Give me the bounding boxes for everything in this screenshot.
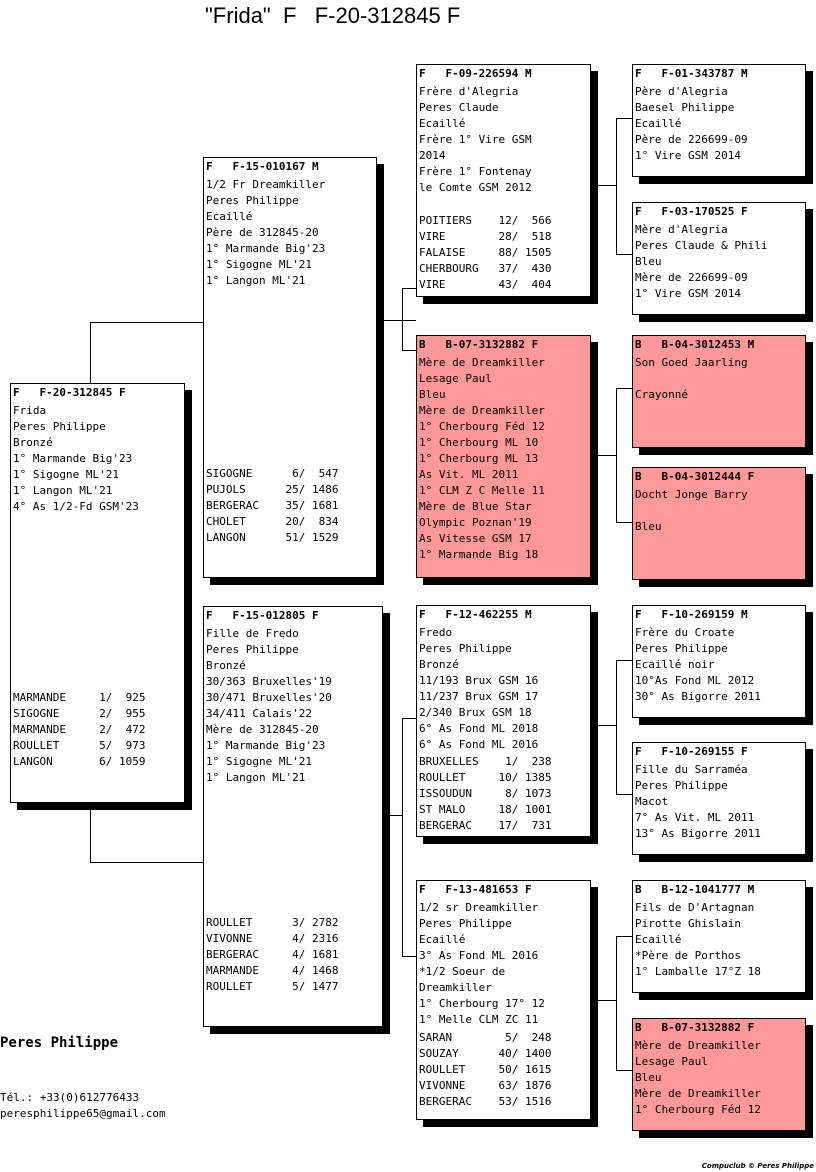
card-result-line: ROULLET 5/ 973: [13, 739, 146, 752]
card-result-line: CHOLET 20/ 834: [206, 515, 339, 528]
pedigree-card-sire-dam[interactable]: [416, 335, 591, 578]
card-result-line: VIRE 43/ 404: [419, 278, 552, 291]
card-detail-line: 1° Melle CLM ZC 11: [419, 1013, 539, 1026]
card-detail-line: Ecaillé: [419, 933, 466, 946]
connector-line: [597, 1000, 617, 1001]
card-details: [635, 84, 803, 164]
card-detail-line: [635, 503, 803, 519]
connector-line: [402, 718, 403, 956]
connector-line: [90, 862, 204, 863]
card-result-line: ROULLET 5/ 1477: [206, 980, 339, 993]
card-detail-line: 1° Marmande Big 18: [419, 548, 539, 561]
card-detail-line: 1° Langon ML'21: [206, 771, 306, 784]
card-result-line: ST MALO 18/ 1001: [419, 803, 552, 816]
pedigree-card-dam-sire[interactable]: [416, 605, 591, 837]
card-ring-header: F F-15-012805 F: [206, 609, 319, 622]
connector-line: [616, 118, 617, 254]
card-detail-line: 10°As Fond ML 2012: [635, 674, 755, 687]
card-ring-header: F F-13-481653 F: [419, 883, 532, 896]
card-result-line: SIGOGNE 2/ 955: [13, 707, 146, 720]
card-detail-line: 30° As Bigorre 2011: [635, 690, 761, 703]
card-detail-line: Mère de Dreamkiller: [419, 404, 545, 417]
card-result-line: ROULLET 50/ 1615: [419, 1063, 552, 1076]
owner-email[interactable]: peresphilippe65@gmail.com: [0, 1107, 166, 1120]
card-detail-line: 1° Sigogne ML'21: [13, 468, 119, 481]
connector-line: [597, 725, 617, 726]
connector-line: [597, 185, 617, 186]
card-detail-line: Dreamkiller: [419, 981, 492, 994]
card-details: [419, 625, 588, 753]
card-detail-line: 2014: [419, 149, 446, 162]
card-details: [419, 355, 588, 563]
card-detail-line: 1° Cherbourg Féd 12: [635, 1103, 761, 1116]
connector-line: [616, 936, 632, 937]
connector-line: [402, 350, 416, 351]
card-detail-line: Mère de Dreamkiller: [635, 1039, 761, 1052]
card-detail-line: Mère de Blue Star: [419, 500, 532, 513]
connector-line: [402, 956, 416, 957]
connector-line: [616, 660, 632, 661]
card-detail-line: 7° As Vit. ML 2011: [635, 811, 755, 824]
pedigree-card-sire-sire-dam[interactable]: [632, 202, 806, 315]
card-result-line: ISSOUDUN 8/ 1073: [419, 787, 552, 800]
card-detail-line: 1° Vire GSM 2014: [635, 149, 741, 162]
card-detail-line: 6° As Fond ML 2016: [419, 738, 539, 751]
connector-line: [616, 794, 632, 795]
card-ring-header: F F-15-010167 M: [206, 160, 319, 173]
card-detail-line: Lesage Paul: [419, 372, 492, 385]
card-result-line: VIVONNE 4/ 2316: [206, 932, 339, 945]
card-result-line: POITIERS 12/ 566: [419, 214, 552, 227]
connector-line: [597, 455, 617, 456]
card-details: [13, 403, 182, 515]
card-detail-line: 2/340 Brux GSM 18: [419, 706, 532, 719]
connector-line: [402, 288, 403, 350]
card-detail-line: As Vit. ML 2011: [419, 468, 519, 481]
card-detail-line: Pirotte Ghislain: [635, 917, 741, 930]
card-results: [419, 213, 588, 293]
pedigree-card-dam[interactable]: [203, 606, 383, 1027]
card-detail-line: Mère de Dreamkiller: [419, 356, 545, 369]
card-detail-line: Bronzé: [206, 659, 246, 672]
card-detail-line: Ecaillé: [635, 117, 682, 130]
card-detail-line: Peres Philippe: [635, 779, 728, 792]
card-detail-line: 1° Cherbourg 17° 12: [419, 997, 545, 1010]
card-detail-line: 1/2 Fr Dreamkiller: [206, 178, 326, 191]
card-result-line: MARMANDE 1/ 925: [13, 691, 146, 704]
software-credit: Compuclub © Peres Philippe: [701, 1162, 814, 1170]
card-detail-line: Bleu: [635, 520, 662, 533]
card-detail-line: 1° Vire GSM 2014: [635, 287, 741, 300]
connector-line: [616, 118, 632, 119]
connector-line: [616, 388, 632, 389]
card-details: [635, 1038, 803, 1118]
card-ring-header: B B-04-3012453 M: [635, 338, 755, 351]
card-detail-line: Mère de Dreamkiller: [635, 1087, 761, 1100]
card-detail-line: 30/471 Bruxelles'20: [206, 691, 332, 704]
card-detail-line: le Comte GSM 2012: [419, 181, 532, 194]
card-detail-line: As Vitesse GSM 17: [419, 532, 532, 545]
owner-name: Peres Philippe: [0, 1035, 119, 1051]
card-detail-line: Peres Philippe: [419, 917, 512, 930]
card-details: [206, 626, 380, 786]
connector-line: [382, 320, 416, 321]
card-ring-header: F F-09-226594 M: [419, 67, 532, 80]
card-detail-line: Bleu: [635, 1071, 662, 1084]
card-detail-line: Frère 1° Fontenay: [419, 165, 532, 178]
card-ring-header: B B-04-3012444 F: [635, 470, 755, 483]
card-ring-header: B B-12-1041777 M: [635, 883, 755, 896]
card-detail-line: 1° Cherbourg Féd 12: [419, 420, 545, 433]
card-detail-line: Bleu: [419, 388, 446, 401]
card-result-line: VIRE 28/ 518: [419, 230, 552, 243]
card-detail-line: Ecaillé: [635, 933, 682, 946]
card-detail-line: 11/237 Brux GSM 17: [419, 690, 539, 703]
pedigree-card-dam-dam-sire[interactable]: [632, 880, 806, 993]
owner-phone: Tél.: +33(0)612776433: [0, 1091, 140, 1104]
card-detail-line: 1° CLM Z C Melle 11: [419, 484, 545, 497]
card-result-line: BERGERAC 4/ 1681: [206, 948, 339, 961]
card-result-line: BERGERAC 17/ 731: [419, 819, 552, 832]
card-ring-header: F F-10-269155 F: [635, 745, 748, 758]
pedigree-card-sire-sire[interactable]: [416, 64, 591, 297]
card-detail-line: 1° Marmande Big'23: [13, 452, 133, 465]
card-results: [206, 915, 380, 995]
card-detail-line: Peres Philippe: [206, 194, 299, 207]
card-result-line: LANGON 51/ 1529: [206, 531, 339, 544]
pedigree-card-dam-sire-sire[interactable]: [632, 605, 806, 718]
card-detail-line: 1/2 sr Dreamkiller: [419, 901, 539, 914]
card-detail-line: Fils de D'Artagnan: [635, 901, 755, 914]
card-details: [206, 177, 374, 289]
card-detail-line: 30/363 Bruxelles'19: [206, 675, 332, 688]
card-results: [13, 690, 182, 770]
pedigree-card-sire-dam-sire[interactable]: [632, 335, 806, 448]
card-result-line: LANGON 6/ 1059: [13, 755, 146, 768]
card-detail-line: Docht Jonge Barry: [635, 488, 748, 501]
card-results: [206, 466, 374, 546]
pedigree-card-dam-dam[interactable]: [416, 880, 591, 1120]
card-detail-line: Bleu: [635, 255, 662, 268]
card-detail-line: Olympic Poznan'19: [419, 516, 532, 529]
connector-line: [402, 288, 416, 289]
card-detail-line: Frère 1° Vire GSM: [419, 133, 532, 146]
card-details: [635, 487, 803, 535]
card-detail-line: Ecaillé: [419, 117, 466, 130]
card-result-line: ROULLET 10/ 1385: [419, 771, 552, 784]
pedigree-card-sire[interactable]: [203, 157, 377, 578]
pedigree-card-sire-dam-dam[interactable]: [632, 467, 806, 580]
card-result-line: SOUZAY 40/ 1400: [419, 1047, 552, 1060]
card-result-line: MARMANDE 2/ 472: [13, 723, 146, 736]
card-detail-line: Ecaillé noir: [635, 658, 715, 671]
card-detail-line: Lesage Paul: [635, 1055, 708, 1068]
card-details: [635, 762, 803, 842]
card-detail-line: Mère de 312845-20: [206, 723, 319, 736]
card-details: [635, 900, 803, 980]
card-result-line: CHERBOURG 37/ 430: [419, 262, 552, 275]
card-ring-header: F F-01-343787 M: [635, 67, 748, 80]
card-detail-line: Baesel Philippe: [635, 101, 735, 114]
card-result-line: SARAN 5/ 248: [419, 1031, 552, 1044]
card-detail-line: 1° Lamballe 17°Z 18: [635, 965, 761, 978]
card-ring-header: F F-12-462255 M: [419, 608, 532, 621]
connector-line: [90, 322, 204, 323]
card-ring-header: B B-07-3132882 F: [419, 338, 539, 351]
card-detail-line: Père d'Alegria: [635, 85, 728, 98]
connector-line: [90, 322, 91, 383]
card-detail-line: 1° Marmande Big'23: [206, 242, 326, 255]
card-detail-line: Fredo: [419, 626, 453, 639]
card-details: [635, 355, 803, 403]
card-ring-header: F F-10-269159 M: [635, 608, 748, 621]
card-ring-header: F F-20-312845 F: [13, 386, 126, 399]
card-detail-line: Ecaillé: [206, 210, 253, 223]
pedigree-card-dam-sire-dam[interactable]: [632, 742, 806, 855]
card-detail-line: Mère d'Alegria: [635, 223, 728, 236]
card-result-line: BERGERAC 53/ 1516: [419, 1095, 552, 1108]
page-title: "Frida" F F-20-312845 F: [205, 3, 461, 28]
card-results: [419, 754, 588, 834]
card-result-line: SIGOGNE 6/ 547: [206, 467, 339, 480]
connector-line: [616, 388, 617, 522]
connector-line: [388, 815, 402, 816]
card-detail-line: Frère d'Alegria: [419, 85, 519, 98]
card-detail-line: 1° Cherbourg ML 10: [419, 436, 539, 449]
card-detail-line: Crayonné: [635, 388, 688, 401]
card-detail-line: 11/193 Brux GSM 16: [419, 674, 539, 687]
card-detail-line: 6° As Fond ML 2018: [419, 722, 539, 735]
pedigree-card-subject[interactable]: [10, 383, 185, 803]
card-ring-header: B B-07-3132882 F: [635, 1021, 755, 1034]
card-detail-line: Fille du Sarraméa: [635, 763, 748, 776]
card-ring-header: F F-03-170525 F: [635, 205, 748, 218]
card-detail-line: 1° Sigogne ML'21: [206, 258, 312, 271]
card-details: [635, 222, 803, 302]
card-result-line: ROULLET 3/ 2782: [206, 916, 339, 929]
card-result-line: BERGERAC 35/ 1681: [206, 499, 339, 512]
card-result-line: PUJOLS 25/ 1486: [206, 483, 339, 496]
card-detail-line: Père de 226699-09: [635, 133, 748, 146]
card-detail-line: Peres Claude & Phili: [635, 239, 768, 252]
card-results: [419, 1030, 588, 1110]
pedigree-card-dam-dam-dam[interactable]: [632, 1018, 806, 1131]
card-result-line: BRUXELLES 1/ 238: [419, 755, 552, 768]
card-details: [635, 625, 803, 705]
card-detail-line: 34/411 Calais'22: [206, 707, 312, 720]
card-detail-line: *Père de Porthos: [635, 949, 741, 962]
connector-line: [616, 254, 632, 255]
card-detail-line: [635, 371, 803, 387]
card-detail-line: 13° As Bigorre 2011: [635, 827, 761, 840]
card-detail-line: Frida: [13, 404, 47, 417]
card-detail-line: 1° Langon ML'21: [206, 274, 306, 287]
card-detail-line: Frère du Croate: [635, 626, 735, 639]
card-detail-line: Fille de Fredo: [206, 627, 299, 640]
card-detail-line: Son Goed Jaarling: [635, 356, 748, 369]
card-details: [419, 84, 588, 196]
card-detail-line: Peres Philippe: [419, 642, 512, 655]
connector-line: [616, 522, 632, 523]
connector-line: [616, 936, 617, 1070]
card-detail-line: Macot: [635, 795, 669, 808]
card-detail-line: 1° Langon ML'21: [13, 484, 113, 497]
card-detail-line: 1° Cherbourg ML 13: [419, 452, 539, 465]
card-detail-line: Père de 312845-20: [206, 226, 319, 239]
card-result-line: FALAISE 88/ 1505: [419, 246, 552, 259]
card-detail-line: Bronzé: [419, 658, 459, 671]
connector-line: [90, 810, 91, 862]
card-detail-line: 3° As Fond ML 2016: [419, 949, 539, 962]
card-detail-line: Peres Claude: [419, 101, 499, 114]
card-detail-line: Peres Philippe: [635, 642, 728, 655]
card-detail-line: Bronzé: [13, 436, 53, 449]
connector-line: [616, 660, 617, 794]
card-result-line: MARMANDE 4/ 1468: [206, 964, 339, 977]
connector-line: [616, 1070, 632, 1071]
card-result-line: VIVONNE 63/ 1876: [419, 1079, 552, 1092]
connector-line: [402, 718, 416, 719]
card-detail-line: Peres Philippe: [13, 420, 106, 433]
card-detail-line: Peres Philippe: [206, 643, 299, 656]
card-detail-line: 1° Marmande Big'23: [206, 739, 326, 752]
card-detail-line: *1/2 Soeur de: [419, 965, 506, 978]
card-detail-line: 4° As 1/2-Fd GSM'23: [13, 500, 139, 513]
card-detail-line: Mère de 226699-09: [635, 271, 748, 284]
card-detail-line: 1° Sigogne ML'21: [206, 755, 312, 768]
pedigree-card-sire-sire-sire[interactable]: [632, 64, 806, 177]
card-details: [419, 900, 588, 1028]
